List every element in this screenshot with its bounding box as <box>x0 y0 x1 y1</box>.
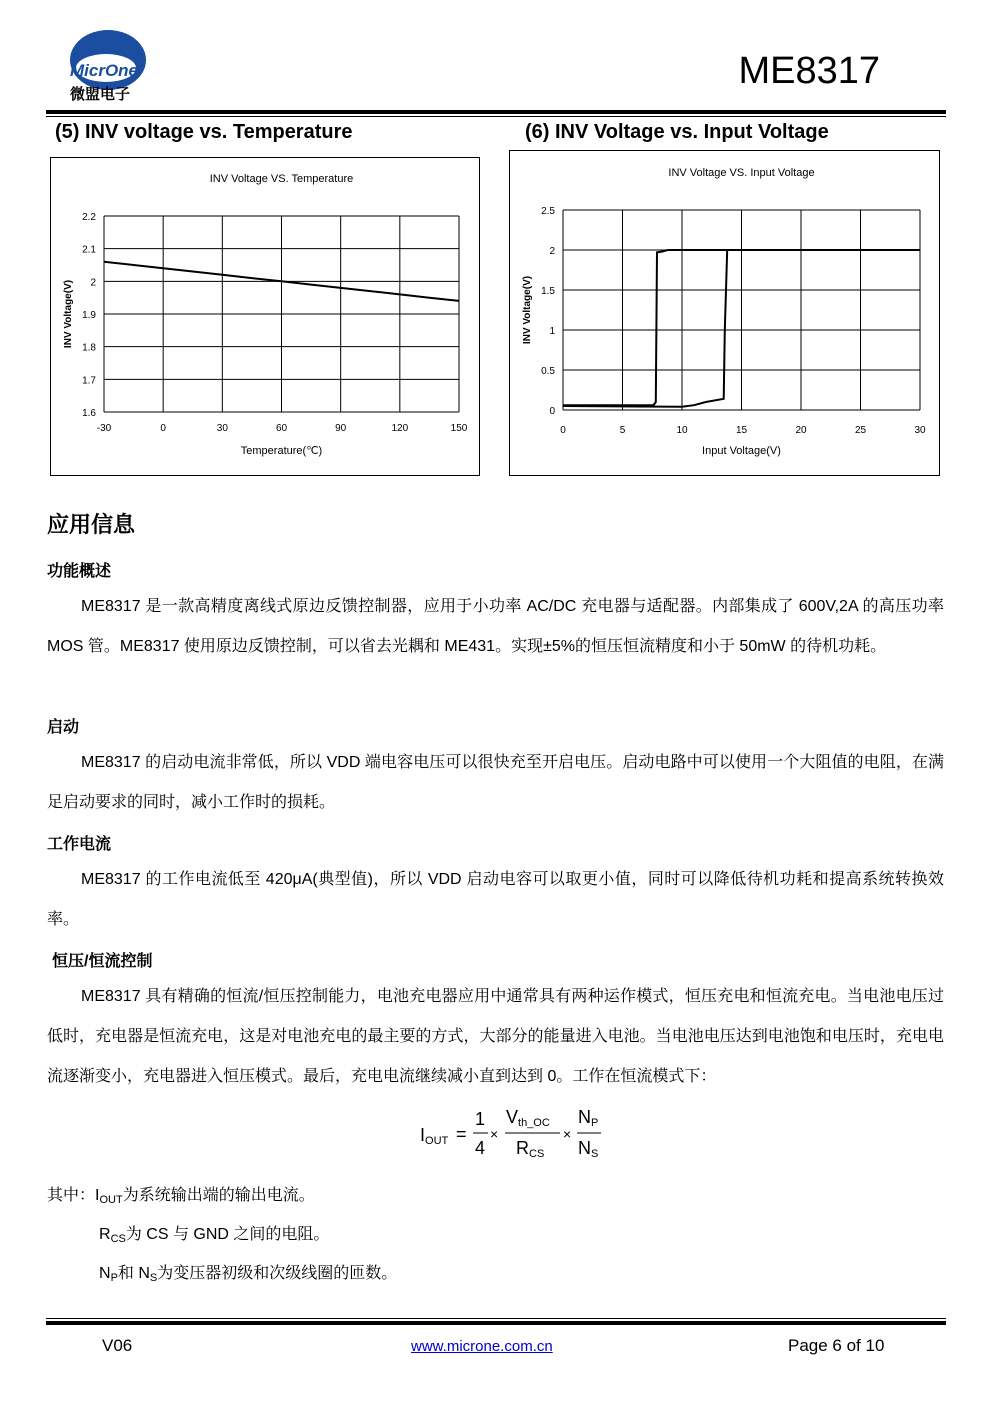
y-tick-label: 0 <box>549 406 555 417</box>
para-current <box>47 860 944 940</box>
logo-text: MicrOne <box>70 61 139 80</box>
formula-frac2-num-sub: th_OC <box>518 1117 550 1129</box>
x-tick-label: 30 <box>216 423 228 434</box>
formula-lhs: I <box>420 1125 426 1145</box>
x-tick-label: 90 <box>335 423 347 434</box>
x-axis-label: Input Voltage(V) <box>702 445 781 457</box>
model-number: ME8317 <box>738 50 880 92</box>
para-control-text: ME8317 具有精确的恒流/恒压控制能力，电池充电器应用中通常具有两种运作模式，恒压充电和恒流充电。当电池电压过低时，充电器是恒流充电，这是对电池充电的最主要的方式，大部分的能量进入电池。当电池电压达到电池饱和电压时，充电电流逐渐变小，充电器进入恒压模式。最后，充电电流继续减小直到达到 0。工作在恒流模式下： <box>47 988 944 1085</box>
note-iout: 其中：$I_{OUT}$为系统输出端的输出电流。 <box>47 1187 315 1206</box>
para-function-text: ME8317 是一款高精度离线式原边反馈控制器，应用于小功率 AC/DC 充电器与适配器。内部集成了 600V,2A 的高压功率 MOS 管。ME8317 使用原边反馈控制，可以省去光耦和 ME431。实现±5%的恒压恒流精度和小于 50mW 的待机功耗。 <box>47 598 944 655</box>
formula-frac3-den-sub: S <box>591 1148 599 1160</box>
formula-eq: = <box>456 1124 467 1144</box>
footer-url-link[interactable]: www.microne.com.cn <box>411 1338 553 1355</box>
svg-text:RCS <box>516 1138 544 1160</box>
formula-frac2-den-sub: CS <box>529 1148 545 1160</box>
formula-lhs-sub: OUT <box>425 1135 449 1147</box>
section-title: 应用信息 <box>47 512 136 537</box>
x-tick-label: 0 <box>160 423 166 434</box>
y-axis-label: INV Voltage(V) <box>63 279 74 349</box>
x-tick-label: 120 <box>391 423 409 434</box>
chart-title: INV Voltage VS. Input Voltage <box>668 167 815 179</box>
y-tick-label: 0.5 <box>541 366 555 377</box>
x-tick-label: 15 <box>735 425 748 436</box>
y-tick-label: 1.6 <box>82 408 96 419</box>
formula-iout <box>420 1103 620 1163</box>
para-control <box>47 977 944 1097</box>
y-tick-label: 2.2 <box>82 212 96 223</box>
y-tick-label: 1.7 <box>82 375 96 387</box>
formula-frac2-den: R <box>516 1138 529 1158</box>
logo-cn: 微盟电子 <box>70 85 131 103</box>
y-tick-label: 1.9 <box>82 310 96 321</box>
svg-text:NS <box>578 1138 598 1160</box>
formula-frac1-den: 4 <box>475 1138 486 1158</box>
footer-url-wrap <box>411 1338 553 1355</box>
heading-current: 工作电流 <box>47 836 112 853</box>
x-tick-label: -30 <box>96 423 112 434</box>
x-tick-label: 30 <box>914 425 926 436</box>
x-tick-label: 60 <box>275 423 288 434</box>
svg-text:IOUT <box>420 1125 449 1147</box>
y-tick-label: 2 <box>549 246 555 257</box>
heading-startup: 启动 <box>47 719 80 736</box>
x-tick-label: 10 <box>676 425 688 436</box>
microne-logo <box>66 28 156 108</box>
formula-frac1-num: 1 <box>475 1109 486 1129</box>
y-tick-label: 2 <box>90 277 96 289</box>
y-axis-label: INV Voltage(V) <box>522 275 533 345</box>
para-current-text: ME8317 的工作电流低至 420μA(典型值)，所以 VDD 启动电容可以取更小值，同时可以降低待机功耗和提高系统转换效率。 <box>47 871 944 928</box>
note-np-ns: $N_P$和 $N_S$为变压器初级和次级线圈的匝数。 <box>99 1265 398 1284</box>
svg-text:NP <box>578 1107 598 1129</box>
header-rule-thin <box>46 116 946 117</box>
note-rcs: $R_{CS}$为 CS 与 GND 之间的电阻。 <box>99 1226 330 1245</box>
y-tick-label: 1 <box>549 326 555 337</box>
svg-text:Vth_OC <box>506 1107 550 1129</box>
y-tick-label: 1.8 <box>82 342 96 354</box>
chart-inv-vs-temp <box>50 157 480 476</box>
formula-times-2: × <box>563 1126 572 1142</box>
footer-rule-thin <box>46 1318 946 1319</box>
footer-version: V06 <box>102 1336 133 1355</box>
header-rule <box>46 110 946 114</box>
formula-frac3-den: N <box>578 1138 591 1158</box>
footer-page: Page 6 of 10 <box>788 1336 885 1355</box>
heading-control: 恒压/恒流控制 <box>52 953 153 970</box>
footer-rule <box>46 1321 946 1325</box>
formula-frac3-num: N <box>578 1107 591 1127</box>
x-axis-label: Temperature(℃) <box>240 445 323 457</box>
y-tick-label: 1.5 <box>541 286 555 297</box>
para-function <box>47 587 944 667</box>
chart-title: INV Voltage VS. Temperature <box>209 173 354 185</box>
fig5-title: (5) INV voltage vs. Temperature <box>55 121 353 143</box>
x-tick-label: 5 <box>619 425 626 436</box>
formula-frac3-num-sub: P <box>591 1117 599 1129</box>
x-tick-label: 150 <box>450 423 468 434</box>
x-tick-label: 0 <box>560 425 566 436</box>
para-startup-text: ME8317 的启动电流非常低，所以 VDD 端电容电压可以很快充至开启电压。启动电路中可以使用一个大阻值的电阻，在满足启动要求的同时，减小工作时的损耗。 <box>47 754 944 811</box>
heading-function: 功能概述 <box>47 563 112 580</box>
x-tick-label: 20 <box>795 425 807 436</box>
formula-times-1: × <box>490 1126 499 1142</box>
y-tick-label: 2.5 <box>541 206 555 217</box>
x-tick-label: 25 <box>854 425 867 436</box>
para-startup <box>47 743 944 823</box>
y-tick-label: 2.1 <box>82 244 96 256</box>
fig6-title: (6) INV Voltage vs. Input Voltage <box>525 121 829 143</box>
chart-inv-vs-input <box>509 150 940 476</box>
formula-frac2-num: V <box>506 1107 519 1127</box>
